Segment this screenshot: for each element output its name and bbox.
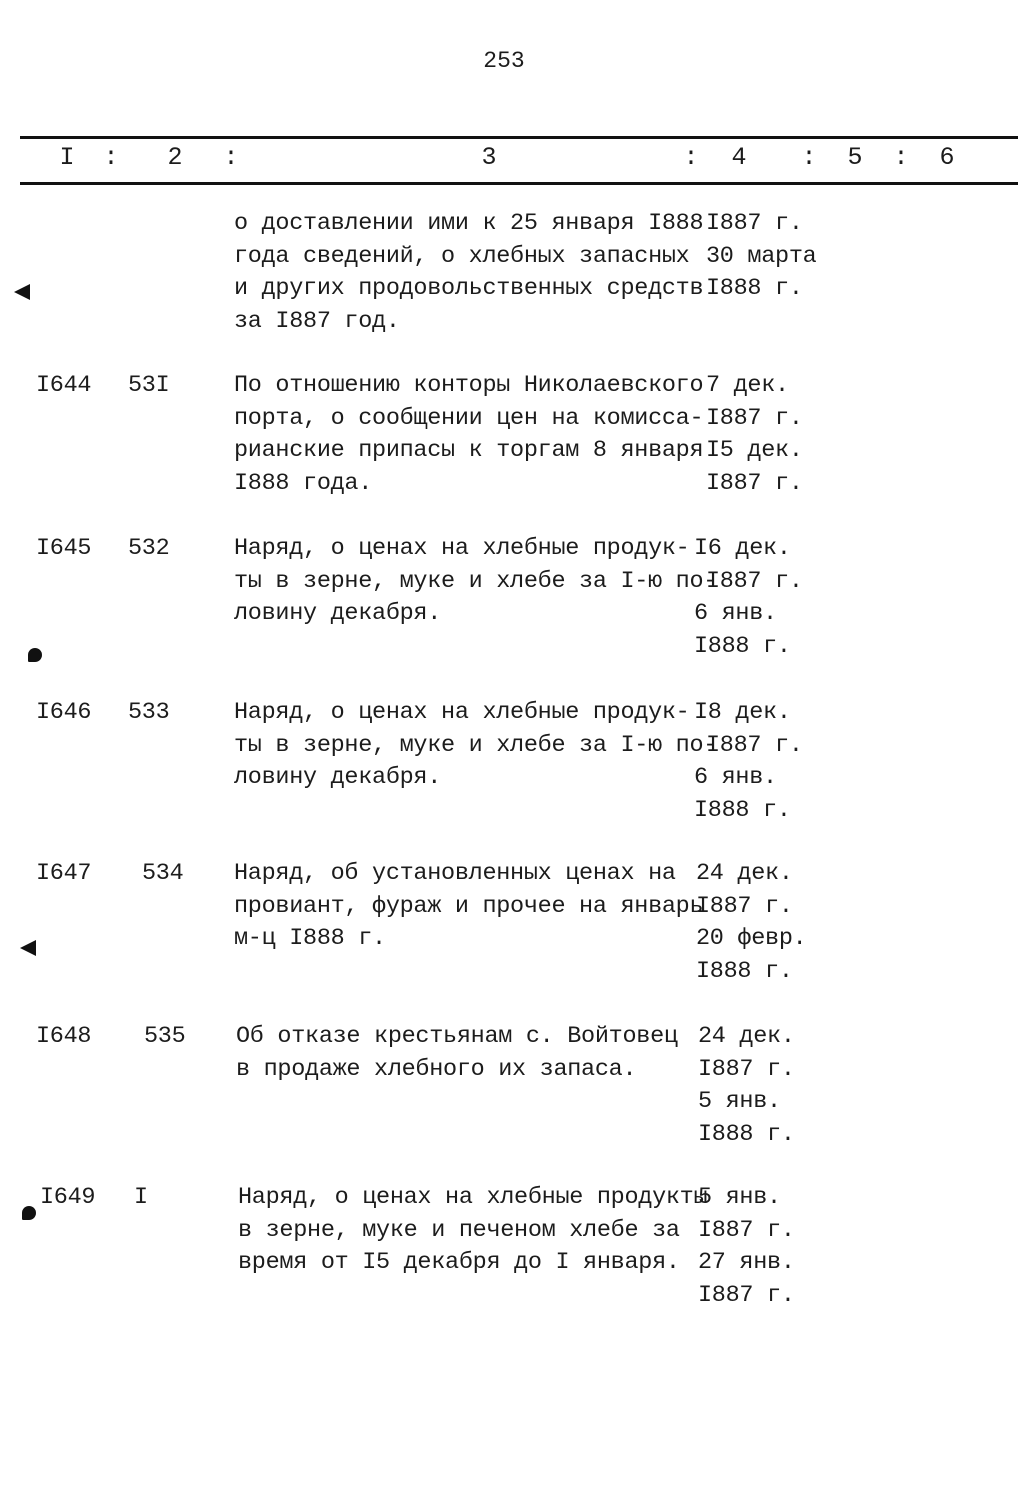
- date-line: I888 г.: [694, 632, 791, 660]
- description-line: Наряд, о ценах на хлебные продук-: [234, 535, 690, 562]
- date-line: I888 г.: [698, 1120, 795, 1148]
- entry-description: [236, 1021, 706, 1086]
- description-line: Об отказе крестьянам с. Войтовец: [236, 1023, 678, 1050]
- entry-description: [238, 1182, 708, 1280]
- margin-mark-icon: [20, 940, 36, 956]
- entry-dates: [706, 208, 846, 306]
- col-header-4: 4: [731, 143, 747, 172]
- description-line: в продаже хлебного их запаса.: [236, 1055, 637, 1083]
- description-line: I888 года.: [234, 469, 373, 497]
- date-line: I888 г.: [696, 957, 793, 985]
- description-line: рианские припасы к торгам 8 января: [234, 437, 704, 464]
- date-line: I887 г.: [698, 1055, 795, 1083]
- entry-dates: [706, 370, 846, 500]
- date-line: 30 марта: [706, 242, 817, 270]
- description-line: о доставлении ими к 25 января I888: [234, 210, 704, 237]
- col-separator: :: [683, 143, 699, 172]
- date-line: I887 г.: [706, 404, 803, 432]
- col-separator: :: [801, 143, 817, 172]
- col-separator: :: [103, 143, 119, 172]
- entry-number: I645: [36, 535, 92, 562]
- description-line: провиант, фураж и прочее на январь: [234, 892, 704, 920]
- description-line: Наряд, о ценах на хлебные продукты: [238, 1184, 708, 1211]
- date-line: I887 г.: [698, 1281, 795, 1309]
- date-line: 6 янв.: [694, 764, 777, 791]
- date-line: 27 янв.: [698, 1249, 795, 1276]
- date-line: I887 г.: [698, 1216, 795, 1244]
- entry-description: [234, 533, 718, 631]
- date-line: I888 г.: [694, 796, 791, 824]
- col-header-3: 3: [481, 143, 497, 172]
- description-line: м-ц I888 г.: [234, 925, 386, 952]
- col-header-5: 5: [847, 143, 863, 172]
- entry-old-number: 533: [128, 699, 170, 726]
- date-line: I887 г.: [706, 567, 803, 595]
- date-line: 5 янв.: [698, 1088, 781, 1115]
- description-line: ловину декабря.: [234, 764, 442, 791]
- entry-number: I648: [36, 1023, 92, 1050]
- entry-dates: [698, 1182, 838, 1312]
- date-line: 24 дек.: [698, 1023, 795, 1050]
- date-line: I887 г.: [706, 210, 803, 237]
- description-line: время от I5 декабря до I января.: [238, 1249, 680, 1276]
- date-line: 7 дек.: [706, 372, 789, 399]
- entry-old-number: 535: [144, 1023, 186, 1050]
- description-line: и других продовольственных средств: [234, 275, 704, 302]
- date-line: 24 дек.: [696, 860, 793, 887]
- entry-number: I649: [40, 1184, 96, 1211]
- entry-dates: [694, 697, 834, 827]
- date-line: 5 янв.: [698, 1184, 781, 1211]
- date-line: I888 г.: [706, 275, 803, 302]
- entry-number: I647: [36, 860, 92, 887]
- table-header-rule: [20, 182, 1018, 185]
- entry-description: [234, 858, 704, 956]
- entry-old-number: 534: [142, 860, 184, 887]
- date-line: 6 янв.: [694, 600, 777, 627]
- col-header-2: 2: [167, 143, 183, 172]
- entry-old-number: 53I: [128, 372, 170, 399]
- margin-blot-icon: [22, 1206, 36, 1220]
- description-line: ловину декабря.: [234, 600, 442, 627]
- entry-dates: [696, 858, 836, 988]
- date-line: I887 г.: [706, 731, 803, 759]
- description-line: за I887 год.: [234, 307, 400, 335]
- date-line: I5 дек.: [706, 437, 803, 464]
- entry-dates: [698, 1021, 838, 1151]
- description-line: Наряд, об установленных ценах на: [234, 860, 676, 887]
- date-line: I6 дек.: [694, 535, 791, 562]
- description-line: Наряд, о ценах на хлебные продук-: [234, 699, 690, 726]
- description-line: ты в зерне, муке и хлебе за I-ю по-: [234, 567, 718, 595]
- table-top-rule: [20, 136, 1018, 139]
- entry-old-number: I: [134, 1184, 148, 1211]
- entry-number: I644: [36, 372, 92, 399]
- entry-old-number: 532: [128, 535, 170, 562]
- col-header-1: I: [59, 143, 75, 172]
- entry-description: [234, 370, 704, 500]
- entry-dates: [694, 533, 834, 663]
- date-line: I887 г.: [706, 469, 803, 497]
- description-line: ты в зерне, муке и хлебе за I-ю по-: [234, 731, 718, 759]
- date-line: 20 февр.: [696, 925, 807, 952]
- page-number: 253: [483, 48, 525, 74]
- date-line: I887 г.: [696, 892, 793, 920]
- margin-mark-icon: [14, 284, 30, 300]
- margin-blot-icon: [28, 648, 42, 662]
- description-line: порта, о сообщении цен на комисса-: [234, 404, 704, 432]
- entry-description: [234, 697, 718, 795]
- col-header-6: 6: [939, 143, 955, 172]
- entry-description: [234, 208, 704, 338]
- col-separator: :: [893, 143, 909, 172]
- date-line: I8 дек.: [694, 699, 791, 726]
- col-separator: :: [223, 143, 239, 172]
- description-line: года сведений, о хлебных запасных: [234, 242, 690, 270]
- description-line: в зерне, муке и печеном хлебе за: [238, 1216, 680, 1244]
- description-line: По отношению конторы Николаевского: [234, 372, 704, 399]
- entry-number: I646: [36, 699, 92, 726]
- column-header-row: [0, 142, 1024, 178]
